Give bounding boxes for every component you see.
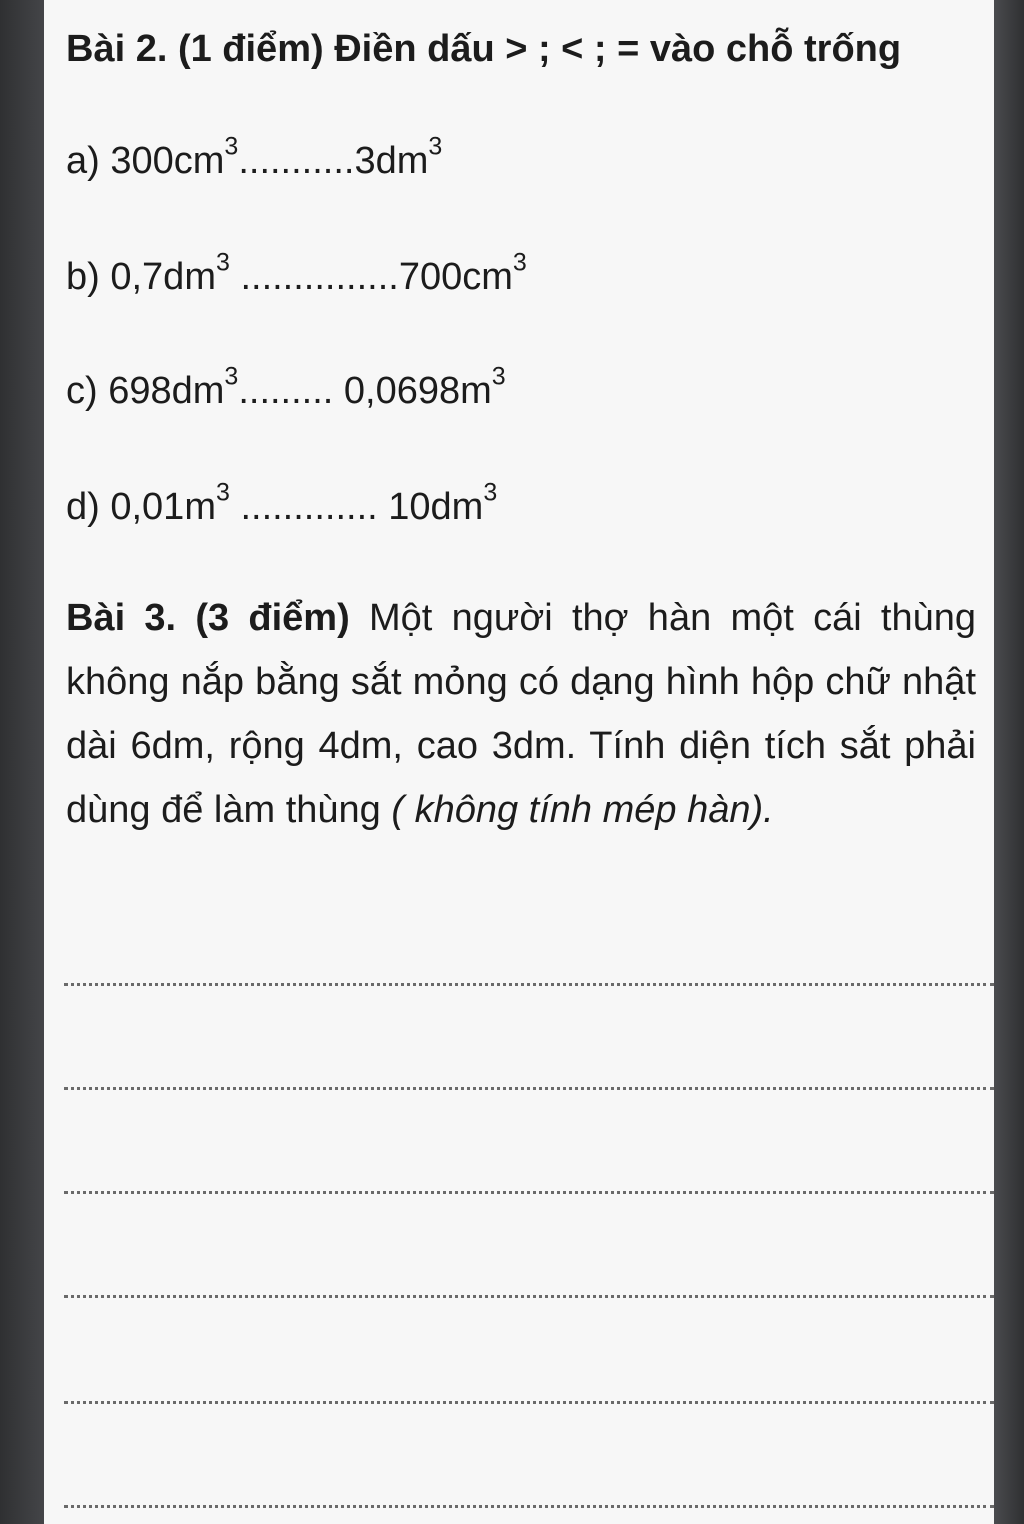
left-value: 0,7dm [110,256,216,298]
answer-line[interactable] [64,1295,994,1298]
item-label: b) [66,256,111,298]
bai2-item-a [66,132,443,183]
right-background-edge [994,0,1024,1524]
answer-line[interactable] [64,1191,994,1194]
left-value: 0,01m [110,486,216,528]
exponent: 3 [428,132,443,161]
blank-dots[interactable]: ........... [238,140,355,182]
bai3-paragraph [66,586,976,842]
item-label: c) [66,370,109,412]
left-background-edge [0,0,44,1524]
exponent: 3 [491,362,506,391]
answer-line[interactable] [64,1505,994,1508]
left-value: 300cm [110,140,225,182]
right-value: 0,0698m [343,370,492,412]
exponent: 3 [483,478,498,507]
right-value: 700cm [398,256,513,298]
right-value: 3dm [354,140,429,182]
right-value: 10dm [388,486,484,528]
bai3-note: ( không tính mép hàn). [391,789,774,831]
exponent: 3 [224,132,239,161]
bai3-body: Một người thợ hàn một cái thùng không nắp bằng sắt mỏng có dạng hình hộp chữ nhật dài 6dm, rộng 4dm, cao 3dm. Tính diện tích sắt phải dùng để làm thùng [66,597,977,831]
left-value: 698dm [108,370,225,412]
exponent: 3 [215,478,230,507]
bai2-title: Bài 2. (1 điểm) Điền dấu > ; < ; = vào chỗ trống [66,28,902,70]
blank-dots[interactable]: ......... [238,370,344,412]
item-label: a) [66,140,111,182]
bai2-item-c [66,362,506,413]
exponent: 3 [512,248,527,277]
bai2-item-b [66,248,527,299]
blank-dots[interactable]: ............... [229,256,399,298]
bai2-item-d [66,478,498,529]
answer-line[interactable] [64,1087,994,1090]
exponent: 3 [224,362,239,391]
bai3-heading: Bài 3. (3 điểm) [66,597,350,639]
answer-line[interactable] [64,1401,994,1404]
answer-line[interactable] [64,983,994,986]
blank-dots[interactable]: ............. [229,486,389,528]
item-label: d) [66,486,111,528]
exponent: 3 [215,248,230,277]
